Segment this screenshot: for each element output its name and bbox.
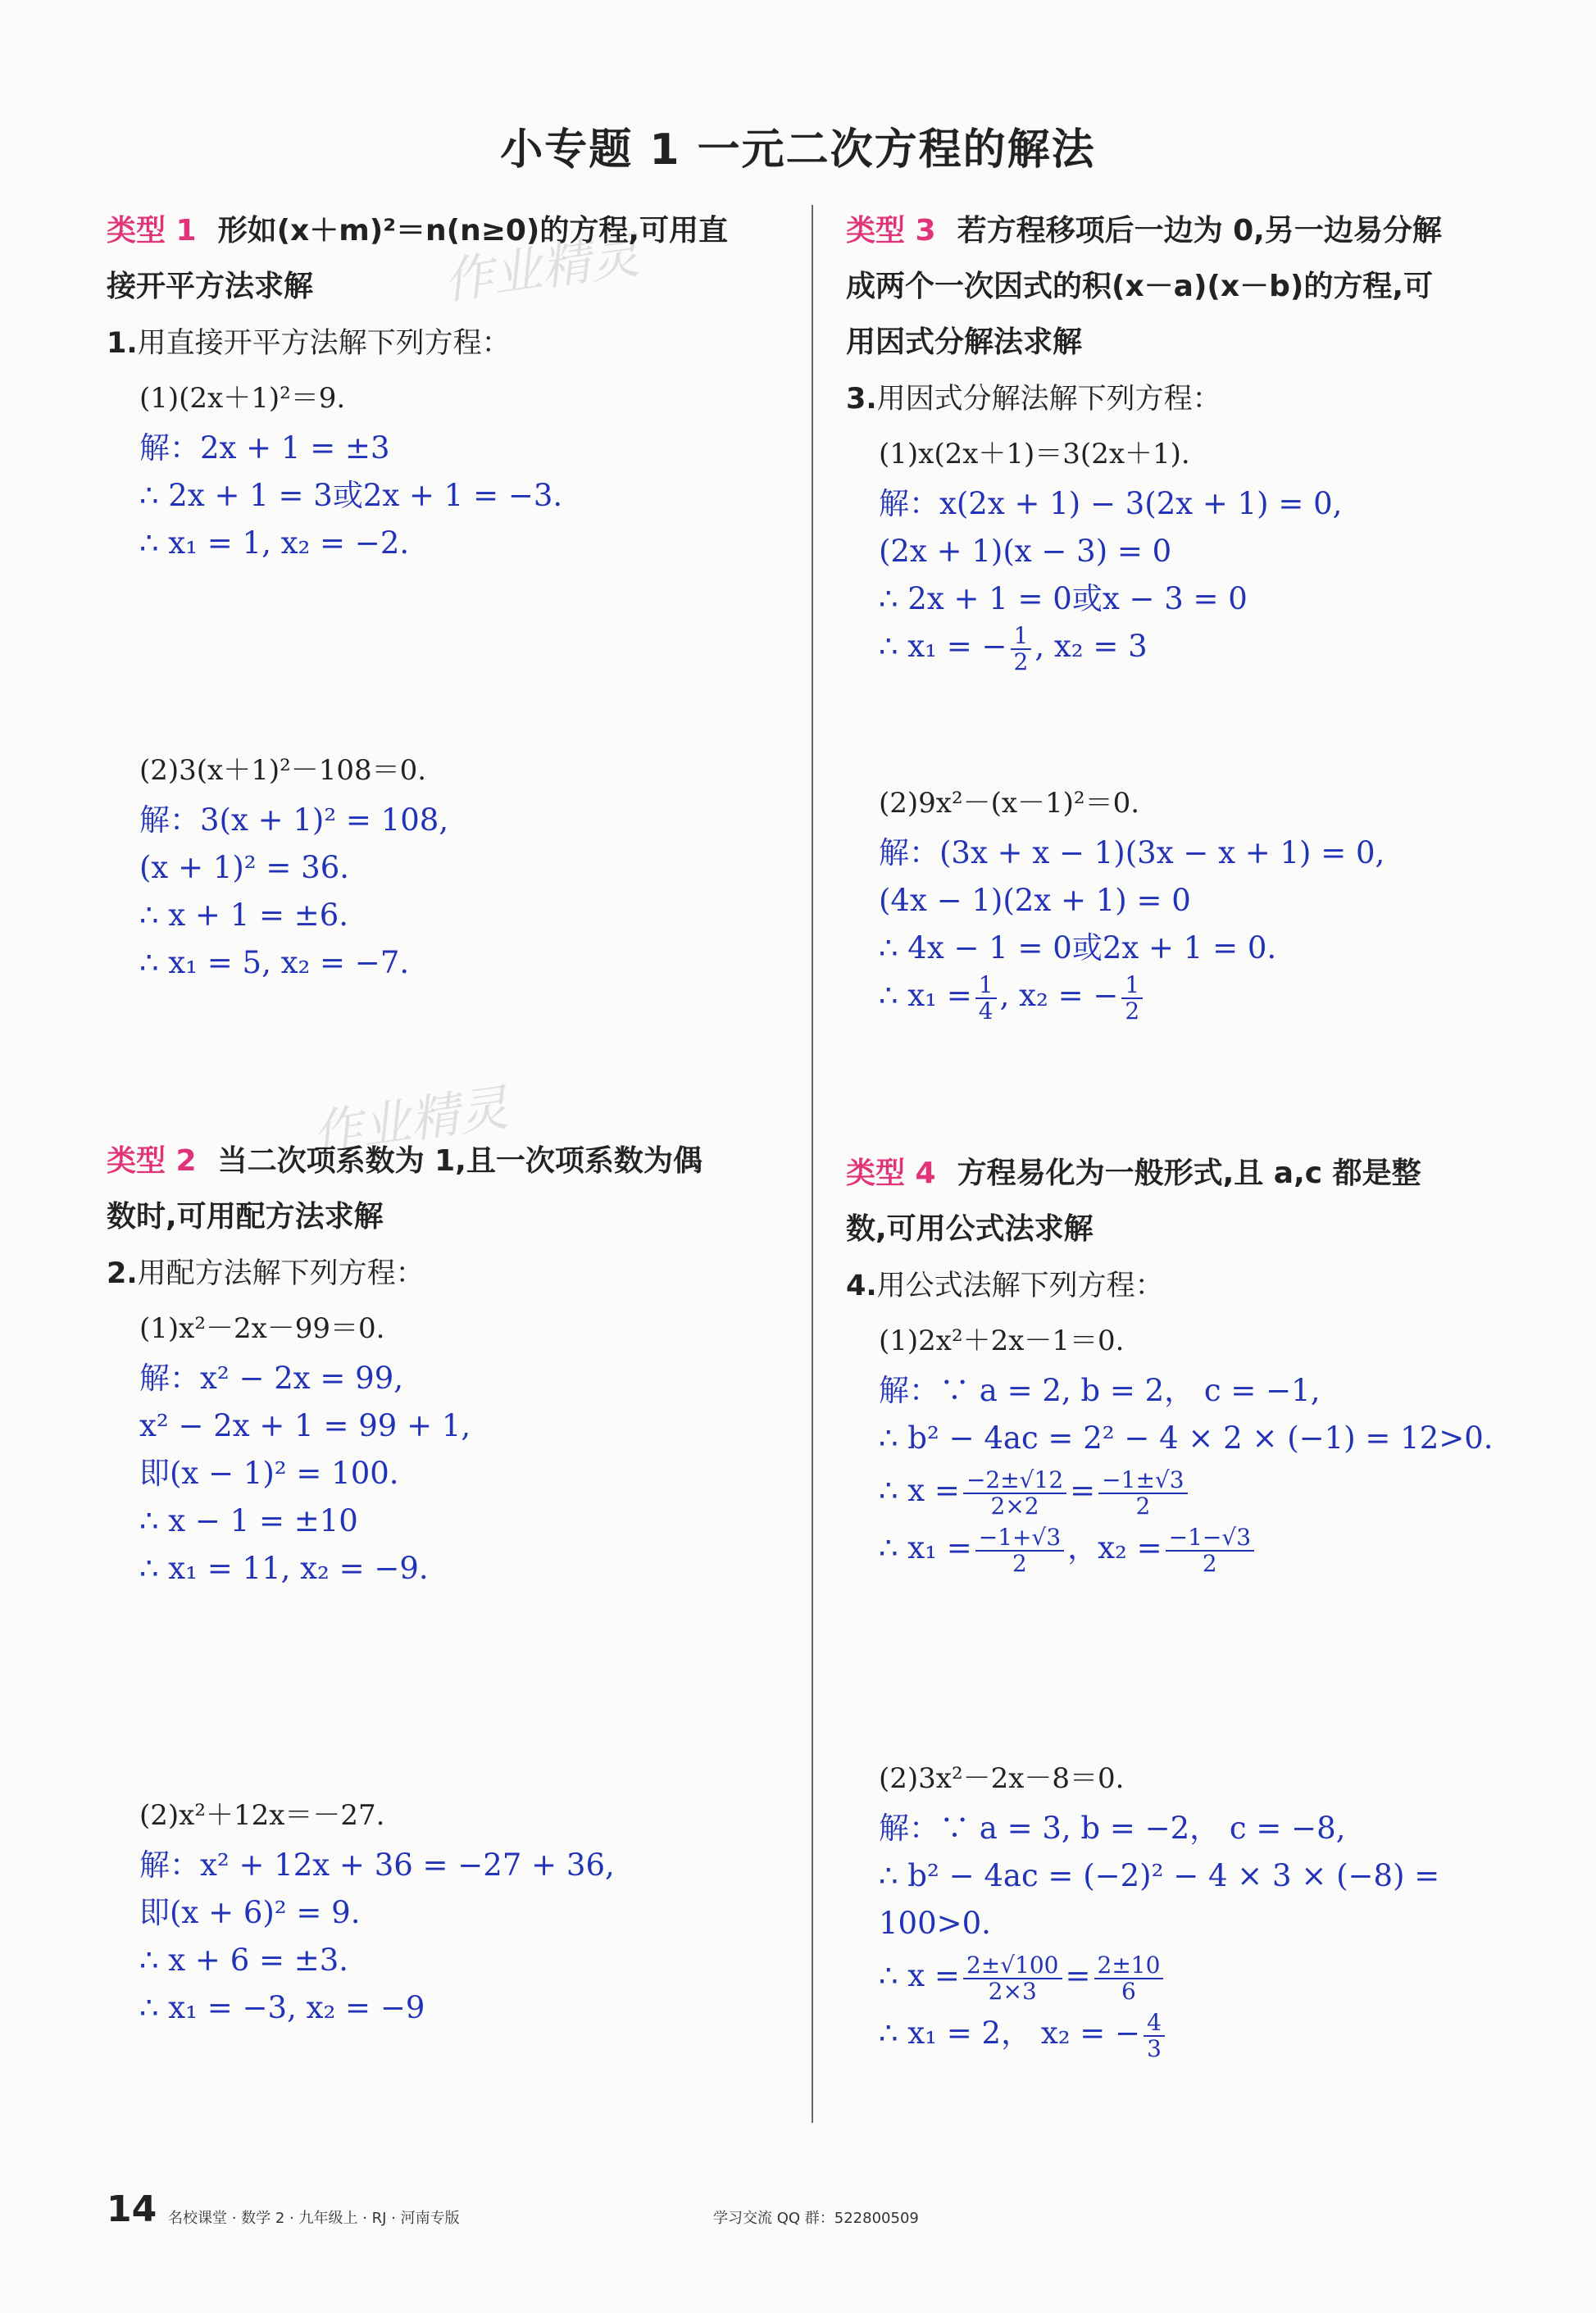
- answer-line: 解：x² + 12x + 36 = −27 + 36,: [139, 1847, 615, 1883]
- problem-label: (1)2x²＋2x－1＝0.: [879, 1325, 1125, 1357]
- answer-line: ∴ x − 1 = ±10: [139, 1503, 358, 1538]
- fraction-numerator: 1: [1011, 624, 1032, 650]
- fraction-numerator: −1+√3: [975, 1525, 1064, 1552]
- answer-line: ∴ x₁ = 5, x₂ = −7.: [139, 945, 410, 980]
- answer-text: =: [1070, 1473, 1096, 1508]
- problem-label: (2)3(x＋1)²－108＝0.: [139, 754, 427, 787]
- fraction: [975, 970, 997, 1025]
- type3-section: [846, 203, 1526, 675]
- fraction: [975, 1525, 1064, 1576]
- question-number: 3.: [846, 383, 877, 416]
- answer-text: , x₂ = −: [999, 978, 1119, 1013]
- type2-section: [107, 1134, 787, 1593]
- fraction-numerator: −1±√3: [1098, 1468, 1187, 1494]
- type3-problem2: [846, 777, 1526, 1024]
- qq-group: 学习交流 QQ 群：522800509: [713, 2210, 919, 2227]
- question-heading: [846, 370, 1526, 428]
- page-title: 小专题 1 一元二次方程的解法: [500, 125, 1096, 175]
- fraction: [1011, 621, 1032, 675]
- answer-line: 解：3(x + 1)² = 108,: [139, 802, 449, 838]
- answer-line: ∴ x₁ = 1, x₂ = −2.: [139, 525, 410, 561]
- answer-text: ∴ x =: [879, 1473, 960, 1508]
- fraction: [1144, 2008, 1165, 2062]
- fraction: [963, 1953, 1062, 2004]
- question-text: 用配方法解下列方程：: [137, 1257, 425, 1290]
- question-heading: [107, 1245, 787, 1302]
- answer-line: ∴ x₁ = −3, x₂ = −9: [139, 1990, 425, 2025]
- fraction-denominator: 2: [1012, 1549, 1027, 1577]
- fraction-numerator: 2±10: [1094, 1953, 1164, 1979]
- question-text: 用直接开平方法解下列方程：: [137, 327, 511, 360]
- problem-label: (2)3x²－2x－8＝0.: [879, 1762, 1125, 1795]
- type-description-cont: 成两个一次因式的积(x－a)(x－b)的方程,可: [846, 270, 1433, 303]
- answer-text: ∴ x₁ =: [879, 1530, 972, 1565]
- type-tag: 类型 4: [846, 1156, 936, 1190]
- type-heading: [107, 203, 787, 259]
- fraction-numerator: 4: [1144, 2011, 1165, 2037]
- fraction: [963, 1468, 1066, 1519]
- type-heading: [846, 1146, 1526, 1202]
- answer-line: (4x − 1)(2x + 1) = 0: [879, 883, 1191, 918]
- type1-section: [107, 203, 787, 567]
- type4-problem2: [846, 1752, 1526, 2062]
- type4-section: [846, 1146, 1526, 1577]
- answer-line: [846, 972, 1526, 1024]
- type-description-cont: 用因式分解法求解: [846, 325, 1083, 359]
- question-heading: [107, 315, 787, 372]
- answer-line: ∴ x + 1 = ±6.: [139, 897, 349, 933]
- answer-line: x² − 2x + 1 = 99 + 1,: [139, 1408, 471, 1443]
- page-number: 14: [107, 2188, 157, 2230]
- answer-text: , x₂ = 3: [1034, 629, 1148, 664]
- answer-line: 解：x(2x + 1) − 3(2x + 1) = 0,: [879, 486, 1343, 521]
- question-number: 2.: [107, 1257, 138, 1290]
- type-description: 当二次项系数为 1,且一次项系数为偶: [217, 1144, 703, 1178]
- answer-line: [846, 623, 1526, 675]
- question-text: 用因式分解法解下列方程：: [876, 383, 1221, 416]
- fraction-numerator: 2±√100: [963, 1953, 1062, 1979]
- fraction-denominator: 2: [1135, 1492, 1151, 1520]
- fraction-denominator: 3: [1147, 2034, 1162, 2062]
- type-description-cont: 数时,可用配方法求解: [107, 1200, 384, 1234]
- type-heading: [107, 1134, 787, 1189]
- fraction-denominator: 2×2: [990, 1492, 1039, 1520]
- answer-line: [846, 1947, 1526, 2005]
- answer-line: 解：∵ a = 2, b = 2， c = −1,: [879, 1373, 1321, 1408]
- fraction-denominator: 2×3: [988, 1977, 1037, 2005]
- answer-text: ，x₂ =: [1067, 1530, 1162, 1565]
- fraction-denominator: 6: [1121, 1977, 1136, 2005]
- footer: [107, 2188, 1489, 2229]
- book-info: 名校课堂 · 数学 2 · 九年级上 · RJ · 河南专版: [168, 2210, 460, 2227]
- watermark: 作业精灵: [308, 1079, 512, 1164]
- answer-text: ∴ x₁ =: [879, 978, 972, 1013]
- answer-line: 即(x − 1)² = 100.: [139, 1456, 399, 1491]
- question-heading: [846, 1257, 1526, 1315]
- fraction-denominator: 2: [1125, 997, 1140, 1025]
- answer-text: ∴ x =: [879, 1958, 960, 1993]
- answer-line: [846, 2005, 1526, 2062]
- problem-label: (1)(2x＋1)²＝9.: [139, 382, 346, 415]
- question-text: 用公式法解下列方程：: [876, 1270, 1164, 1302]
- type-description: 若方程移项后一边为 0,另一边易分解: [957, 214, 1442, 248]
- type-tag: 类型 3: [846, 214, 936, 248]
- answer-line: (x + 1)² = 36.: [139, 850, 350, 885]
- answer-line: ∴ 2x + 1 = 0或x − 3 = 0: [879, 581, 1248, 616]
- answer-line: ∴ b² − 4ac = (−2)² − 4 × 3 × (−8) = 100>0.: [879, 1858, 1440, 1941]
- answer-line: (2x + 1)(x − 3) = 0: [879, 534, 1172, 569]
- type2-problem2: [107, 1789, 787, 2032]
- type1-problem2: [107, 744, 787, 987]
- question-number: 4.: [846, 1270, 877, 1302]
- answer-text: ∴ x₁ = −: [879, 629, 1007, 664]
- type-tag: 类型 2: [107, 1144, 197, 1178]
- answer-line: ∴ 4x − 1 = 0或2x + 1 = 0.: [879, 930, 1277, 966]
- answer-line: 解：(3x + x − 1)(3x − x + 1) = 0,: [879, 835, 1385, 870]
- answer-line: 解：∵ a = 3, b = −2， c = −8,: [879, 1811, 1346, 1846]
- answer-line: [846, 1462, 1526, 1520]
- answer-line: ∴ 2x + 1 = 3或2x + 1 = −3.: [139, 478, 563, 513]
- type-description-cont: 数,可用公式法求解: [846, 1212, 1094, 1246]
- fraction-numerator: 1: [1121, 973, 1143, 999]
- type-heading: [846, 203, 1526, 259]
- fraction-denominator: 2: [1202, 1549, 1217, 1577]
- answer-line: ∴ b² − 4ac = 2² − 4 × 2 × (−1) = 12>0.: [879, 1420, 1494, 1456]
- fraction: [1098, 1468, 1187, 1519]
- fraction-numerator: −2±√12: [963, 1468, 1066, 1494]
- fraction: [1094, 1953, 1164, 2004]
- fraction-denominator: 4: [978, 997, 994, 1025]
- fraction-denominator: 2: [1013, 648, 1029, 675]
- answer-text: =: [1065, 1958, 1091, 1993]
- answer-text: ∴ x₁ = 2， x₂ = −: [879, 2015, 1141, 2051]
- type-description: 形如(x＋m)²＝n(n≥0)的方程,可用直: [217, 214, 729, 248]
- problem-label: (1)x²－2x－99＝0.: [139, 1312, 385, 1345]
- type-description: 方程易化为一般形式,且 a,c 都是整: [957, 1156, 1421, 1190]
- problem-label: (1)x(2x＋1)＝3(2x＋1).: [879, 438, 1190, 470]
- answer-line: 解：2x + 1 = ±3: [139, 430, 390, 466]
- answer-line: 解：x² − 2x = 99,: [139, 1361, 403, 1396]
- watermark: 作业精灵: [439, 226, 643, 311]
- type-description-cont: 接开平方法求解: [107, 270, 314, 303]
- fraction: [1166, 1525, 1254, 1576]
- column-divider: [812, 205, 813, 2123]
- fraction-numerator: 1: [975, 973, 997, 999]
- answer-line: ∴ x₁ = 11, x₂ = −9.: [139, 1551, 429, 1586]
- problem-label: (2)9x²－(x－1)²＝0.: [879, 787, 1140, 820]
- question-number: 1.: [107, 327, 138, 360]
- fraction: [1121, 970, 1143, 1025]
- answer-line: 即(x + 6)² = 9.: [139, 1895, 361, 1930]
- answer-line: ∴ x + 6 = ±3.: [139, 1943, 349, 1978]
- problem-label: (2)x²＋12x＝－27.: [139, 1799, 385, 1832]
- fraction-numerator: −1−√3: [1166, 1525, 1254, 1552]
- answer-line: [846, 1520, 1526, 1577]
- type-tag: 类型 1: [107, 214, 197, 248]
